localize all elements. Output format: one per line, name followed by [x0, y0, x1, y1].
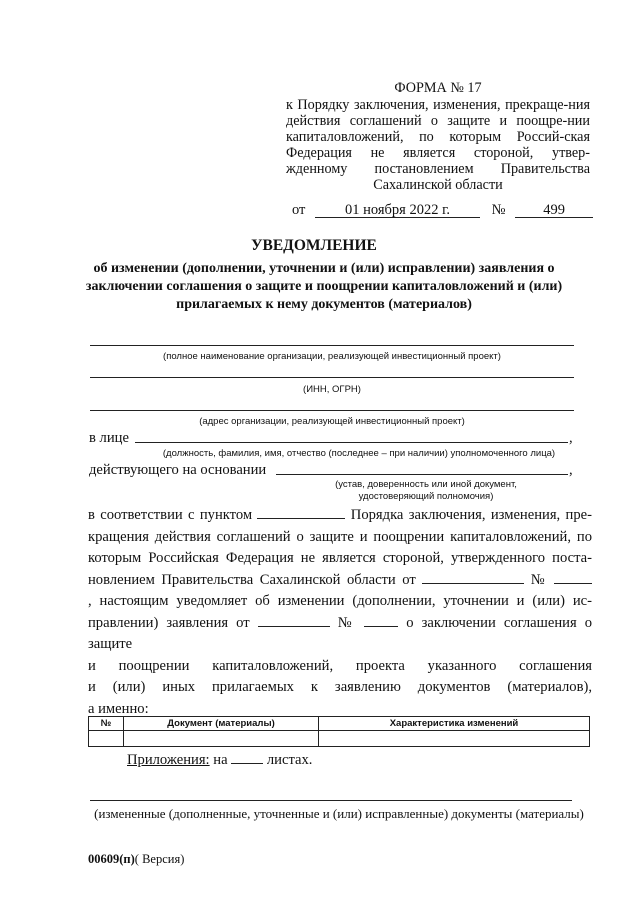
body-text: правлении) заявления от	[88, 614, 250, 631]
table-cell[interactable]	[319, 731, 590, 747]
body-line-3: которым Российская Федерация не является стороной, утвержденного поста-	[88, 550, 592, 566]
table-cell[interactable]	[89, 731, 124, 747]
document-code	[88, 852, 184, 867]
address-line[interactable]	[90, 410, 574, 411]
person-caption: (должность, фамилия, имя, отчество (последнее – при наличии) уполномоченного лица)	[162, 448, 556, 459]
basis-caption-1: (устав, доверенность или иной документ,	[335, 479, 517, 490]
col-changes-header: Характеристика изменений	[319, 717, 590, 731]
changed-docs-caption: (измененные (дополненные, уточненные и (или) исправленные) документы (материалы)	[94, 806, 584, 821]
body-line-7: защите	[88, 636, 133, 652]
body-text: Порядка заключения, изменения, пре-	[350, 507, 592, 523]
resolution-number-field[interactable]	[554, 571, 592, 584]
person-line[interactable]	[135, 442, 568, 443]
body-text: в соответствии с пунктом	[88, 507, 253, 523]
doc-version: ( Версия)	[134, 852, 185, 866]
application-date-field[interactable]	[258, 614, 330, 627]
basis-label: действующего на основании	[89, 462, 267, 478]
body-line-9: и (или) иных прилагаемых к заявлению документов (материалов),	[88, 679, 592, 695]
number-value: 499	[515, 203, 593, 218]
form-date-row	[292, 202, 593, 219]
body-line-4	[88, 570, 592, 592]
attachments-row	[127, 751, 312, 769]
document-subtitle: об изменении (дополнении, уточнении и (или) исправлении) заявления о заключении соглашения о защите и поощрении капиталовложений и (или) прилагаемых к нему документов (материалов)	[85, 261, 563, 312]
body-line-5: , настоящим уведомляет об изменении (дополнении, уточнении и (или) ис-	[88, 593, 592, 609]
body-text: №	[530, 571, 548, 588]
form-number: ФОРМА № 17	[394, 80, 482, 96]
date-from-label: от	[292, 202, 306, 218]
basis-caption-2: удостоверяющий полномочия)	[358, 491, 494, 502]
attachments-sheets: листах.	[266, 752, 313, 768]
changed-docs-line[interactable]	[90, 800, 572, 801]
table-header-row	[89, 717, 590, 731]
col-number-header: №	[89, 717, 124, 731]
doc-code: 00609(п)	[88, 852, 135, 866]
application-number-field[interactable]	[364, 614, 398, 627]
inn-ogrn-line[interactable]	[90, 377, 574, 378]
org-name-caption: (полное наименование организации, реализующей инвестиционный проект)	[163, 351, 501, 362]
notice-body	[88, 505, 592, 720]
basis-line[interactable]	[276, 474, 568, 475]
body-text: о заключении соглашения о	[406, 614, 593, 631]
point-number-field[interactable]	[257, 506, 345, 519]
sheets-count-field[interactable]	[231, 751, 263, 764]
number-label: №	[491, 202, 506, 218]
body-line-10: а именно:	[88, 700, 149, 717]
inn-ogrn-caption: (ИНН, ОГРН)	[303, 384, 361, 395]
body-line-2: кращения действия соглашений о защите и поощрении капиталовложений, по	[88, 528, 592, 545]
address-caption: (адрес организации, реализующей инвестиционный проект)	[199, 416, 465, 427]
body-text: №	[337, 614, 357, 631]
body-line-1	[88, 505, 592, 527]
changes-table	[88, 716, 590, 747]
col-document-header: Документ (материалы)	[124, 717, 319, 731]
person-label: в лице	[89, 430, 129, 446]
attachments-label: Приложения:	[127, 752, 210, 768]
table-row	[89, 731, 590, 747]
form-reference: к Порядку заключения, изменения, прекраще-ния действия соглашений о защите и поощре-нии капиталовложений, по которым Россий-ская Федерация не является стороной, утвер-жденному постановлением Правительства Сахалинской области	[286, 97, 590, 193]
basis-comma: ,	[569, 462, 573, 478]
date-value: 01 ноября 2022 г.	[315, 203, 480, 218]
org-name-line[interactable]	[90, 345, 574, 346]
table-cell[interactable]	[124, 731, 319, 747]
document-title: УВЕДОМЛЕНИЕ	[251, 237, 377, 254]
body-text: новлением Правительства Сахалинской области от	[88, 571, 416, 588]
attachments-on: на	[213, 752, 228, 768]
resolution-date-field[interactable]	[422, 571, 524, 584]
form-header	[286, 80, 590, 193]
person-comma: ,	[569, 430, 573, 446]
body-line-8: и поощрении капиталовложений, проекта указанного соглашения	[88, 657, 592, 674]
body-line-6	[88, 613, 592, 635]
